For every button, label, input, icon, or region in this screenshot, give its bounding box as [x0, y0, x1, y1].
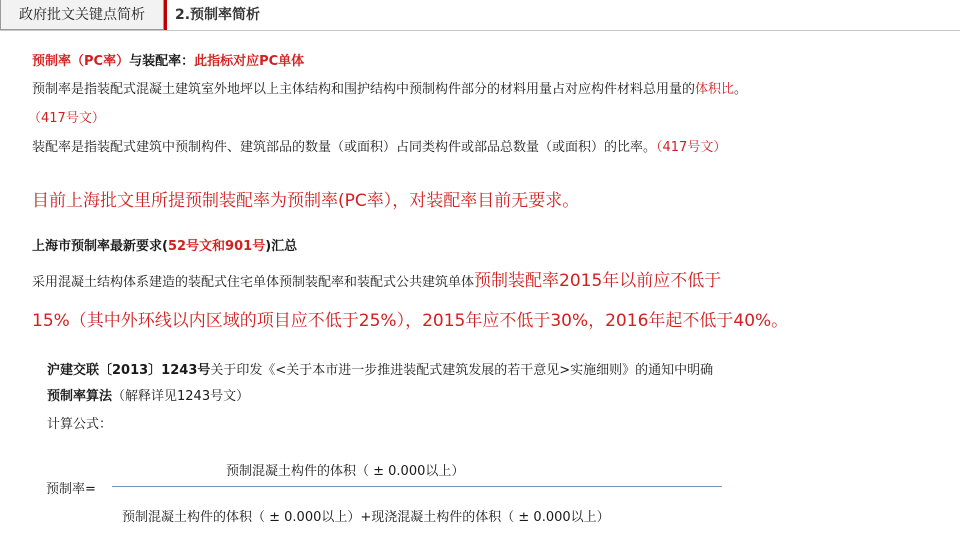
header-red-divider	[164, 0, 167, 31]
assembly-rate-definition	[32, 136, 726, 155]
assembly-rate-reference: （417号文）	[656, 140, 727, 155]
algorithm-note: （解释详见1243号文）	[112, 389, 250, 404]
algorithm-line	[47, 385, 249, 404]
pc-rate-definition-text: 预制率是指装配式混凝土建筑室外地坪以上主体结构和围护结构中预制构件部分的材料用量占对应构件材料总用量的	[32, 82, 696, 97]
fraction-bar	[112, 486, 722, 487]
volume-ratio-term: 体积比	[695, 82, 735, 97]
requirements-paren: (	[162, 239, 168, 254]
formula-lhs: 预制率=	[46, 482, 96, 497]
requirements-doc-reference: 52号文和901号	[167, 239, 266, 254]
slide-title: 2.预制率简析	[175, 7, 261, 23]
pc-rate-reference: （417号文）	[28, 111, 105, 126]
definition-heading	[32, 50, 304, 69]
pc-unit-note: 此指标对应PC单体	[194, 54, 305, 69]
section-tab[interactable]: 政府批文关键点简析	[0, 0, 164, 30]
requirements-scope-text: 采用混凝土结构体系建造的装配式住宅单体预制装配率和装配式公共建筑单体	[32, 275, 475, 290]
assembly-rate-term: 与装配率：	[129, 54, 195, 69]
assembly-rate-definition-text: 装配率是指装配式建筑中预制构件、建筑部品的数量（或面积）占同类构件或部品总数量（或面积）的比率。	[32, 140, 657, 155]
pc-rate-definition	[32, 78, 747, 97]
header-rule	[0, 30, 960, 31]
requirements-heading-text: 上海市预制率最新要求	[32, 239, 163, 254]
shanghai-highlight-statement: 目前上海批文里所提预制装配率为预制率(PC率），对装配率目前无要求。	[32, 191, 580, 211]
notice-doc-title: 关于印发《<关于本市进一步推进装配式建筑发展的若干意见>实施细则》的通知中明确	[210, 363, 714, 378]
requirements-heading-suffix: )汇总	[265, 239, 298, 254]
requirements-2015-threshold: 预制装配率2015年以前应不低于	[474, 271, 722, 291]
definition-period: 。	[734, 82, 748, 97]
algorithm-label: 预制率算法	[47, 389, 113, 404]
pc-rate-term: 预制率（PC率）	[32, 54, 130, 69]
formula-denominator: 预制混凝土构件的体积（ ± 0.000以上）+现浇混凝土构件的体积（ ± 0.000以上）	[122, 510, 610, 525]
formula-numerator: 预制混凝土构件的体积（ ± 0.000以上）	[226, 464, 465, 479]
requirements-line-1	[32, 266, 721, 291]
formula-label: 计算公式：	[47, 417, 113, 432]
notice-doc-number: 沪建交联〔2013〕1243号	[47, 363, 211, 378]
requirements-heading	[32, 235, 297, 254]
notice-line	[47, 359, 713, 378]
requirements-line-2: 15%（其中外环线以内区域的项目应不低于25%），2015年应不低于30%，2016年起不低于40%。	[32, 311, 789, 331]
